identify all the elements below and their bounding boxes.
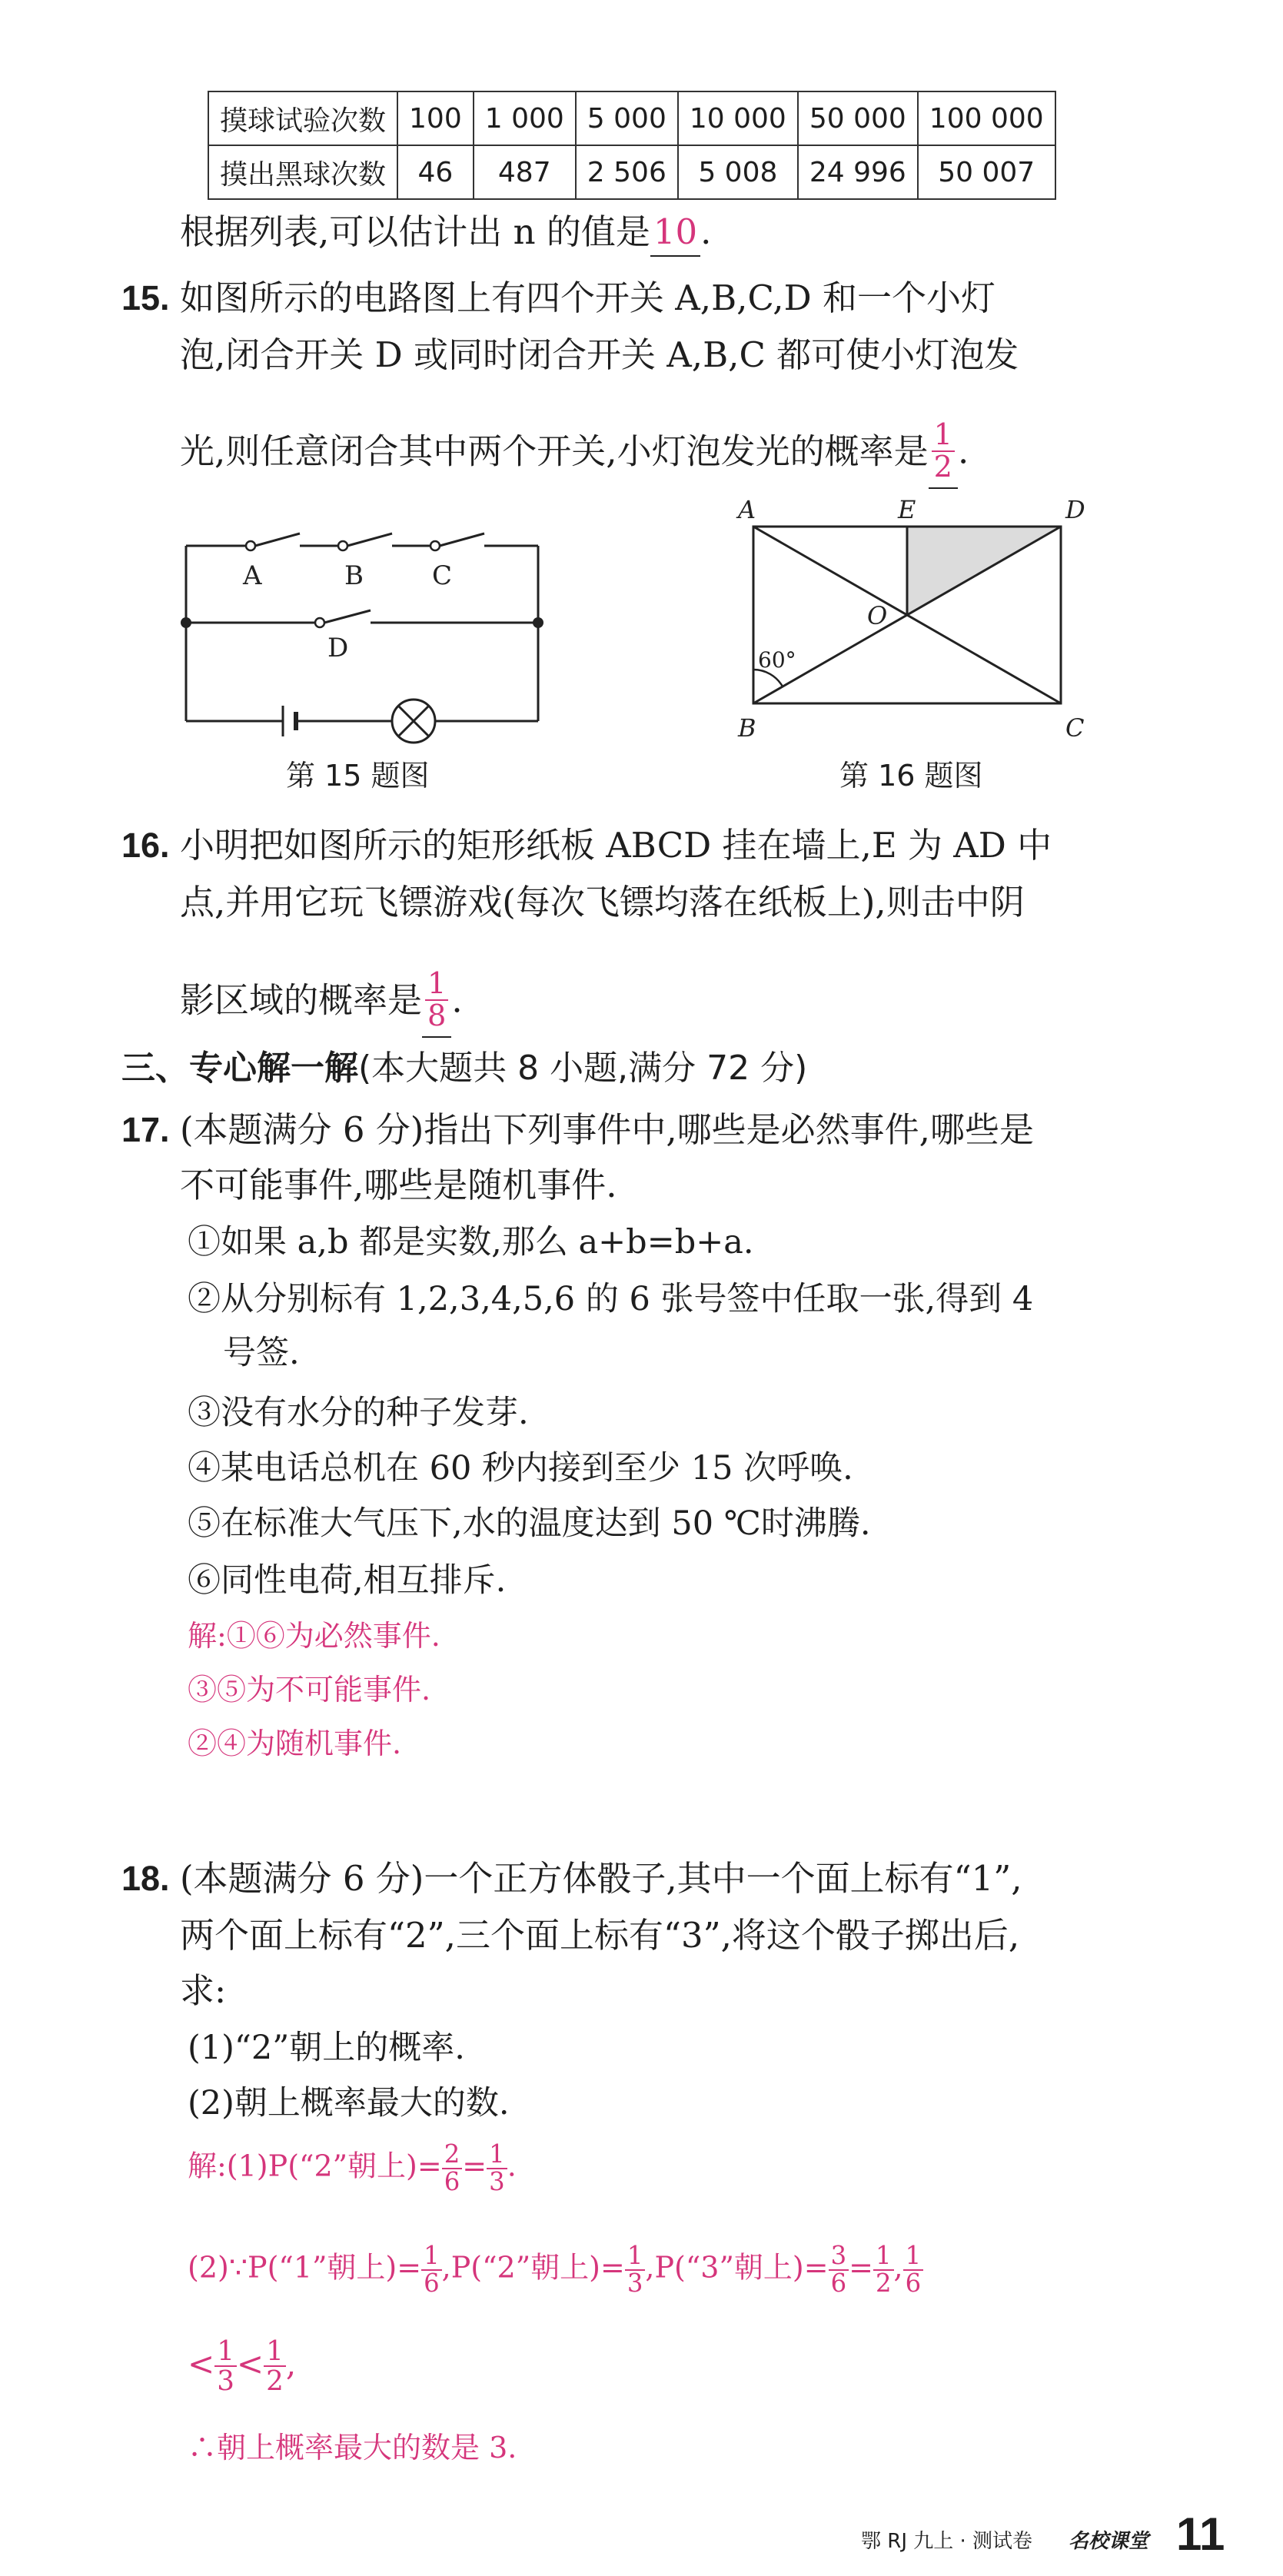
trial-table	[208, 91, 1056, 200]
q17-item-5: ⑤在标准大气压下,水的温度达到 50 ℃时沸腾.	[188, 1504, 871, 1543]
table-cell: 5 000	[576, 91, 678, 145]
page-number: 11	[1176, 2508, 1225, 2560]
frac-num: 1	[873, 2243, 894, 2271]
q18-line1: (本题满分 6 分)一个正方体骰子,其中一个面上标有“1”,	[180, 1858, 1022, 1899]
vertex-c-label: C	[1065, 713, 1085, 743]
q17-line1: (本题满分 6 分)指出下列事件中,哪些是必然事件,哪些是	[180, 1109, 1034, 1150]
table-cell: 100	[397, 91, 474, 145]
switch-b-label: B	[344, 560, 364, 591]
q16-line2: 点,并用它玩飞镖游戏(每次飞镖均落在纸板上),则击中阴	[180, 882, 1025, 922]
q16-answer-num: 1	[425, 969, 448, 1001]
q18-sol2-mid2: ,P(“3”朝上)=	[645, 2250, 829, 2285]
q18-sol2-mid1: ,P(“2”朝上)=	[441, 2250, 625, 2285]
q15-answer-den: 2	[933, 450, 952, 485]
q17-item-1: ①如果 a,b 都是实数,那么 a+b=b+a.	[188, 1223, 754, 1261]
q15-number: 15.	[121, 278, 170, 317]
frac-den: 6	[424, 2268, 440, 2298]
q14-end: .	[700, 211, 712, 252]
angle-label: 60°	[758, 647, 796, 673]
switch-a-label: A	[243, 560, 262, 591]
point-e-label: E	[898, 495, 916, 524]
q17-answer-2: ③⑤为不可能事件.	[188, 1673, 431, 1707]
frac-num: 1	[214, 2337, 237, 2367]
table-cell: 2 506	[576, 145, 678, 199]
frac-den: 6	[905, 2268, 922, 2298]
q17-item-4: ④某电话总机在 60 秒内接到至少 15 次呼唤.	[188, 1449, 853, 1487]
frac-num: 1	[421, 2243, 442, 2271]
table-cell: 摸出黑球次数	[208, 145, 397, 199]
q15-line3	[180, 417, 969, 489]
lt-sign: <	[188, 2345, 215, 2383]
frac-den: 2	[266, 2365, 284, 2398]
q16-answer	[422, 966, 451, 1038]
q18-sol1-prefix: 解:(1)P(“2”朝上)=	[188, 2149, 442, 2183]
table-cell: 100 000	[918, 91, 1055, 145]
switch-c-label: C	[432, 560, 453, 591]
vertex-d-label: D	[1065, 495, 1085, 524]
q18-sub1: (1)“2”朝上的概率.	[188, 2029, 465, 2067]
q16-number: 16.	[121, 826, 170, 865]
table-cell: 50 000	[798, 91, 918, 145]
frac-num: 1	[264, 2337, 286, 2367]
q18-solution-1: 解:(1)P(“2”朝上)= $\frac{2}{6}$ = $\frac{1}{3}$ .	[188, 2139, 517, 2196]
table-cell: 5 008	[678, 145, 798, 199]
table-cell: 摸球试验次数	[208, 91, 397, 145]
q16-line3	[180, 966, 463, 1038]
q17-line2: 不可能事件,哪些是随机事件.	[180, 1165, 617, 1205]
frac-num: 2	[442, 2142, 463, 2169]
q18-sol3-end: ,	[285, 2345, 297, 2383]
section-note: (本大题共 8 小题,满分 72 分)	[358, 1049, 808, 1088]
q18-solution-3	[188, 2337, 296, 2396]
footer-brand: 名校课堂	[1069, 2530, 1149, 2553]
q15-line3-text: 光,则任意闭合其中两个开关,小灯泡发光的概率是	[180, 430, 929, 472]
q15-line1: 如图所示的电路图上有四个开关 A,B,C,D 和一个小灯	[180, 278, 995, 318]
q18-solution-2: (2)∵P(“1”朝上)= $\frac{1}{6}$ ,P(“2”朝上)= $\frac{1}{3}$ ,P(“3”朝上)= $\frac{3}{6}$ = $\frac{1}{2}$ , $\frac{1}{6}$	[188, 2243, 923, 2297]
frac-num: 1	[487, 2142, 507, 2169]
table-row	[208, 145, 1055, 199]
circuit-diagram	[169, 507, 569, 746]
q14-text: 根据列表,可以估计出 n 的值是	[180, 211, 650, 252]
q17-item-3: ③没有水分的种子发芽.	[188, 1394, 529, 1432]
footer-series: 鄂 RJ 九上 · 测试卷	[861, 2530, 1033, 2553]
q17-answer-1: 解:①⑥为必然事件.	[188, 1619, 440, 1653]
frac-num: 1	[625, 2243, 646, 2271]
table-cell: 46	[397, 145, 474, 199]
frac-den: 3	[489, 2166, 505, 2196]
lt-sign: <	[236, 2345, 264, 2383]
q17-number: 17.	[121, 1110, 170, 1149]
table-cell: 24 996	[798, 145, 918, 199]
fig16-caption: 第 16 题图	[839, 759, 983, 793]
point-o-label: O	[867, 601, 888, 630]
q14-conclusion	[180, 209, 711, 257]
vertex-a-label: A	[738, 495, 756, 524]
rectangle-diagram	[730, 492, 1107, 753]
frac-den: 3	[217, 2365, 234, 2398]
frac-den: 3	[627, 2268, 643, 2298]
frac-den: 6	[444, 2166, 460, 2196]
q16-answer-den: 8	[427, 999, 447, 1034]
section-title: 三、专心解一解	[121, 1049, 358, 1088]
q17-answer-3: ②④为随机事件.	[188, 1727, 402, 1760]
q18-sub2: (2)朝上概率最大的数.	[188, 2084, 510, 2122]
switch-d-label: D	[327, 633, 349, 663]
frac-num: 1	[903, 2243, 924, 2271]
table-cell: 10 000	[678, 91, 798, 145]
frac-den: 6	[830, 2268, 847, 2298]
q18-line3: 求:	[180, 1970, 227, 2011]
q15-answer-num: 1	[932, 420, 955, 452]
vertex-b-label: B	[738, 713, 756, 743]
q18-solution-4: ∴朝上概率最大的数是 3.	[188, 2431, 517, 2465]
table-row	[208, 91, 1055, 145]
table-cell: 487	[474, 145, 576, 199]
q15-answer	[929, 417, 958, 489]
q16-line1: 小明把如图所示的矩形纸板 ABCD 挂在墙上,E 为 AD 中	[180, 825, 1052, 866]
q17-item-2-cont: 号签.	[223, 1334, 300, 1372]
q16-line3-text: 影区域的概率是	[180, 979, 423, 1021]
q18-number: 18.	[121, 1859, 170, 1898]
q16-end: .	[451, 979, 463, 1021]
table-cell: 50 007	[918, 145, 1055, 199]
table-cell: 1 000	[474, 91, 576, 145]
q18-sol2-prefix: (2)∵P(“1”朝上)=	[188, 2250, 422, 2285]
q14-answer: 10	[650, 209, 700, 257]
q17-item-2: ②从分别标有 1,2,3,4,5,6 的 6 张号签中任取一张,得到 4	[188, 1280, 1034, 1318]
fig15-caption: 第 15 题图	[286, 759, 430, 793]
q17-item-6: ⑥同性电荷,相互排斥.	[188, 1561, 507, 1600]
frac-num: 3	[829, 2243, 849, 2271]
section-heading	[121, 1045, 807, 1092]
q15-line2: 泡,闭合开关 D 或同时闭合开关 A,B,C 都可使小灯泡发	[180, 334, 1019, 375]
frac-den: 2	[875, 2268, 892, 2298]
q15-end: .	[957, 430, 969, 472]
q18-line2: 两个面上标有“2”,三个面上标有“3”,将这个骰子掷出后,	[180, 1915, 1020, 1956]
